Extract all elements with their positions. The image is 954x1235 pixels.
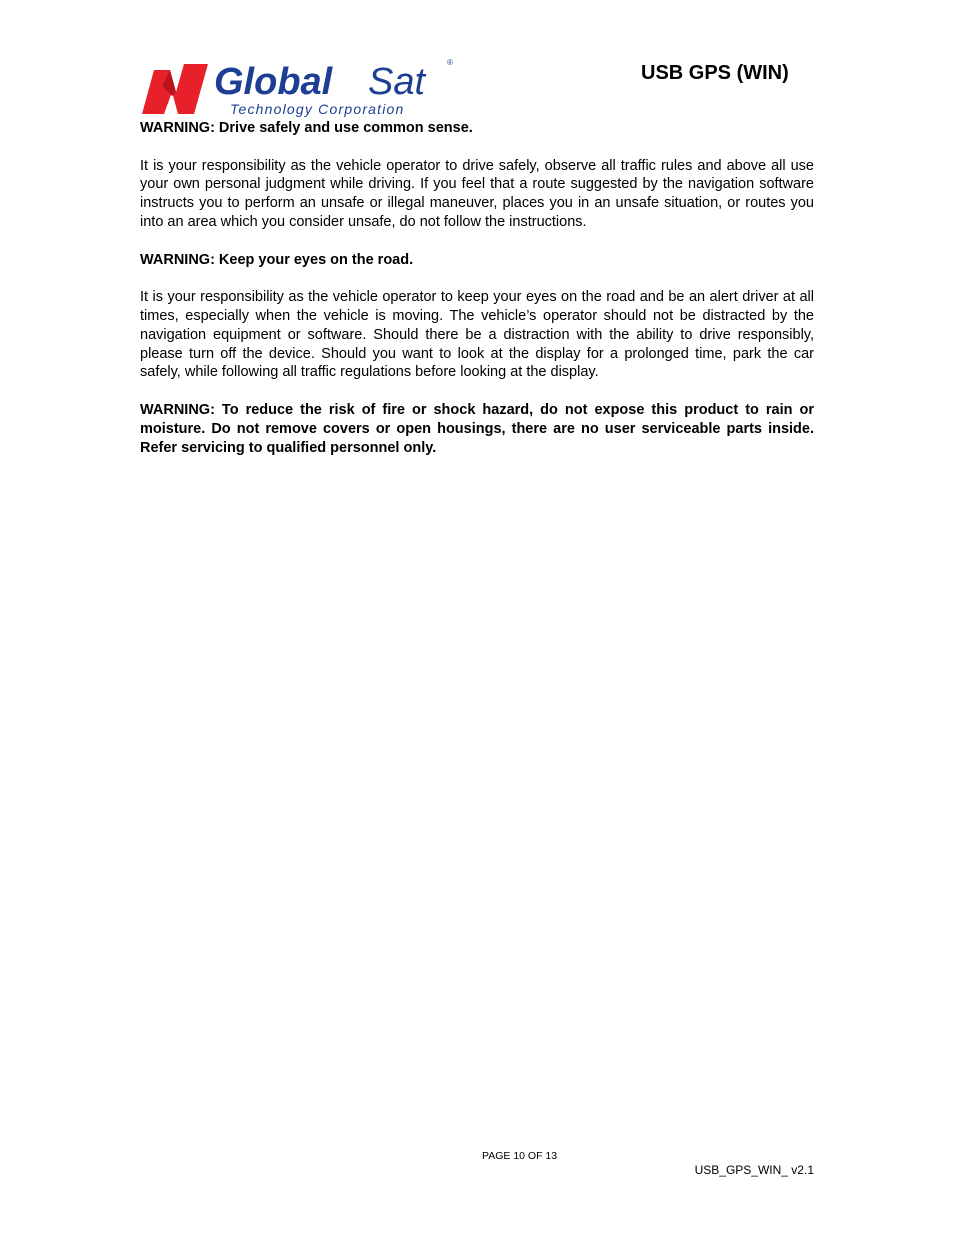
- document-title: USB GPS (WIN): [641, 62, 789, 84]
- logo-registered-mark: ®: [447, 58, 453, 67]
- logo-brand-bold: Global: [214, 61, 333, 103]
- logo-brand-light: Sat: [368, 61, 426, 103]
- globalsat-logo-graphic: [140, 56, 460, 118]
- warning-body-eyes-on-road: It is your responsibility as the vehicle operator to keep your eyes on the road and be an alert driver at all times, especially when the vehicle is moving. The vehicle’s operator should not be distracted by the navigation equipment or software. Should there be a distraction with the ability to drive responsibly, please turn off the device. Should you want to look at the display for a prolonged time, park the car safely, while following all traffic regulations before looking at the display.: [140, 289, 814, 381]
- page-number: PAGE 10 OF 13: [482, 1150, 558, 1162]
- logo-tagline: Technology Corporation: [230, 101, 405, 117]
- warning-heading-eyes-on-road: WARNING: Keep your eyes on the road.: [140, 251, 414, 268]
- warnings-content: [140, 119, 814, 476]
- globalsat-logo: [140, 56, 460, 118]
- warning-fire-shock-hazard: WARNING: To reduce the risk of fire or shock hazard, do not expose this product to rain or moisture. Do not remove covers or open housings, there are no user serviceable parts inside. Refer servicing to qualified personnel only.: [140, 401, 814, 456]
- warning-heading-drive-safely: WARNING: Drive safely and use common sense.: [140, 120, 473, 136]
- document-version: USB_GPS_WIN_ v2.1: [694, 1163, 814, 1177]
- warning-body-drive-safely: It is your responsibility as the vehicle operator to drive safely, observe all traffic rules and above all use your own personal judgment while driving. If you feel that a route suggested by the navigation software instructs you to perform an unsafe or illegal maneuver, places you in an unsafe situation, or routes you into an area which you consider unsafe, do not follow the instructions.: [140, 157, 814, 230]
